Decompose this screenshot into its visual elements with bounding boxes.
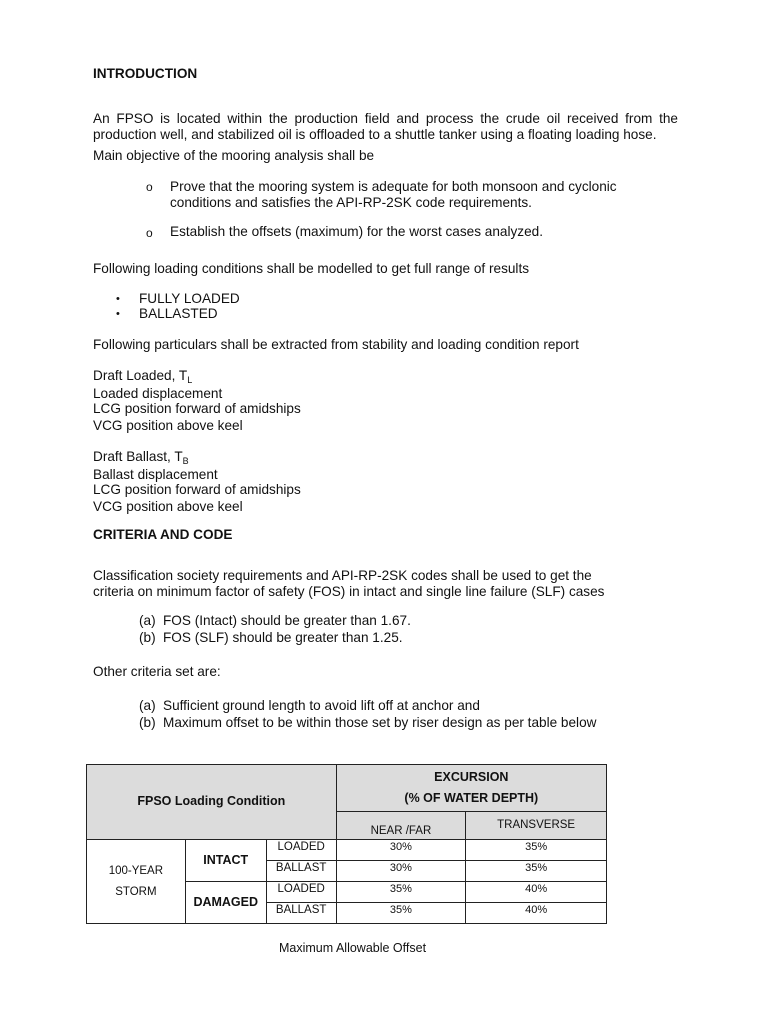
other-item-a-text: Sufficient ground length to avoid lift off at anchor and bbox=[163, 698, 480, 713]
objective-item-1-line-2: conditions and satisfies the API-RP-2SK code requirements. bbox=[170, 194, 532, 210]
objective-item-1-line-1: Prove that the mooring system is adequate for both monsoon and cyclonic bbox=[170, 179, 617, 194]
other-item-b-text: Maximum offset to be within those set by riser design as per table below bbox=[163, 715, 597, 730]
criteria-paragraph bbox=[93, 568, 604, 599]
table-condition-cell: BALLAST bbox=[266, 861, 336, 882]
criteria-paragraph-line-2: criteria on minimum factor of safety (FOS) in intact and single line failure (SLF) cases bbox=[93, 583, 605, 599]
table-transverse-cell: 35% bbox=[466, 861, 607, 882]
table-caption: Maximum Allowable Offset bbox=[279, 941, 427, 955]
table-damaged-cell: DAMAGED bbox=[185, 882, 266, 924]
table-condition-cell: BALLAST bbox=[266, 903, 336, 924]
loaded-draft: Draft Loaded, $T_L$ bbox=[93, 368, 193, 385]
fos-item-b-text: FOS (SLF) should be greater than 1.25. bbox=[163, 630, 403, 645]
table-header-excursion-title: EXCURSION bbox=[434, 770, 509, 784]
other-item-b-label: (b) bbox=[139, 715, 156, 730]
ballast-draft-subscript: B bbox=[182, 456, 189, 466]
table-header-transverse: TRANSVERSE bbox=[466, 812, 607, 840]
table-transverse-cell: 40% bbox=[466, 903, 607, 924]
table-near-far-cell: 30% bbox=[336, 861, 466, 882]
other-criteria-intro: Other criteria set are: bbox=[93, 664, 221, 679]
table-storm-cell bbox=[87, 840, 186, 924]
loaded-displacement: Loaded displacement bbox=[93, 385, 223, 401]
intro-paragraph bbox=[93, 111, 678, 142]
particulars-intro: Following particulars shall be extracted from stability and loading condition report bbox=[93, 337, 579, 352]
fos-item-a-text: FOS (Intact) should be greater than 1.67. bbox=[163, 613, 411, 628]
table-header-loading-condition: FPSO Loading Condition bbox=[87, 765, 337, 840]
ballast-vcg: VCG position above keel bbox=[93, 498, 243, 514]
table-transverse-cell: 40% bbox=[466, 882, 607, 903]
ballast-particulars bbox=[93, 449, 301, 514]
circle-bullet-icon: o bbox=[146, 180, 153, 194]
intro-paragraph-line-1: An FPSO is located within the production field and process the crude oil received from the bbox=[93, 111, 678, 126]
other-item-a-label: (a) bbox=[139, 698, 156, 713]
criteria-paragraph-line-1: Classification society requirements and API-RP-2SK codes shall be used to get the bbox=[93, 568, 592, 583]
table-header-near-far: NEAR /FAR bbox=[336, 812, 466, 840]
dot-bullet-icon: • bbox=[116, 293, 120, 305]
offset-table bbox=[86, 764, 607, 924]
fos-item-b-label: (b) bbox=[139, 630, 156, 645]
objective-item-2: Establish the offsets (maximum) for the worst cases analyzed. bbox=[170, 224, 543, 239]
table-header-excursion-subtitle: (% OF WATER DEPTH) bbox=[404, 791, 539, 805]
table-near-far-cell: 30% bbox=[336, 840, 466, 861]
table-storm-line-1: 100-YEAR bbox=[108, 864, 164, 877]
loaded-vcg: VCG position above keel bbox=[93, 417, 243, 433]
fos-item-a-label: (a) bbox=[139, 613, 156, 628]
objective-item-1 bbox=[170, 179, 617, 210]
circle-bullet-icon: o bbox=[146, 226, 153, 240]
dot-bullet-icon: • bbox=[116, 308, 120, 320]
table-storm-line-2: STORM bbox=[115, 885, 157, 898]
loading-condition-2: BALLASTED bbox=[139, 306, 218, 321]
table-header-excursion bbox=[336, 765, 606, 812]
loaded-draft-subscript: L bbox=[187, 375, 193, 385]
table-row bbox=[87, 840, 607, 861]
objective-text: Main objective of the mooring analysis shall be bbox=[93, 148, 375, 163]
loaded-particulars bbox=[93, 368, 301, 433]
table-transverse-cell: 35% bbox=[466, 840, 607, 861]
ballast-lcg: LCG position forward of amidships bbox=[93, 482, 301, 497]
table-near-far-cell: 35% bbox=[336, 903, 466, 924]
table-condition-cell: LOADED bbox=[266, 882, 336, 903]
table-condition-cell: LOADED bbox=[266, 840, 336, 861]
ballast-draft: Draft Ballast, $T_B$ bbox=[93, 449, 189, 466]
loaded-lcg: LCG position forward of amidships bbox=[93, 401, 301, 416]
loading-intro: Following loading conditions shall be modelled to get full range of results bbox=[93, 261, 530, 276]
table-near-far-cell: 35% bbox=[336, 882, 466, 903]
table-intact-cell: INTACT bbox=[185, 840, 266, 882]
intro-paragraph-line-2: production well, and stabilized oil is offloaded to a shuttle tanker using a floating loading hose. bbox=[93, 126, 657, 142]
criteria-heading: CRITERIA AND CODE bbox=[93, 527, 233, 542]
intro-heading: INTRODUCTION bbox=[93, 66, 198, 81]
ballast-displacement: Ballast displacement bbox=[93, 466, 218, 482]
loading-condition-1: FULLY LOADED bbox=[139, 291, 240, 306]
